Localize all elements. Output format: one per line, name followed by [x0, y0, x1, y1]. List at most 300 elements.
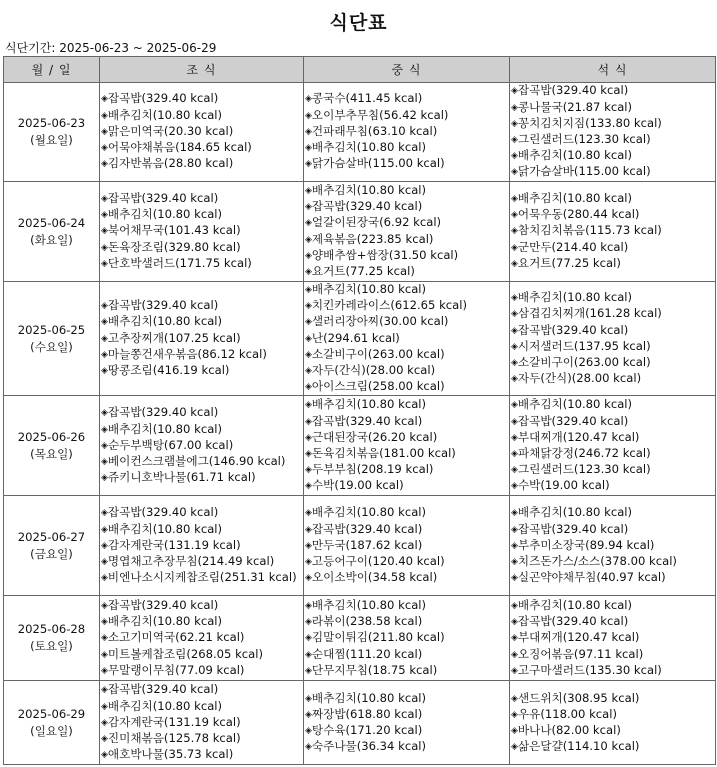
bullet-icon: ◈: [511, 481, 518, 492]
meal-item-text: 만두국(187.62 kcal): [311, 537, 423, 552]
meal-item-text: 닭가슴살바(115.00 kcal): [517, 164, 651, 179]
meal-item-text: 비엔나소시지케찹조림(251.31 kcal): [107, 570, 297, 585]
meal-item: [305, 156, 509, 172]
meal-item: [305, 331, 509, 347]
meal-item: [101, 314, 303, 330]
bullet-icon: ◈: [305, 742, 312, 753]
meal-item-text: 미트볼케찹조림(268.05 kcal): [107, 646, 264, 661]
bullet-icon: ◈: [511, 102, 518, 113]
meal-item-text: 수박(19.00 kcal): [311, 478, 404, 493]
day-date-cell: [4, 182, 100, 282]
meal-item-text: 어묵야채볶음(184.65 kcal): [107, 140, 252, 155]
meal-item: [511, 614, 715, 630]
bullet-icon: ◈: [101, 617, 108, 628]
bullet-icon: ◈: [101, 210, 108, 221]
day-date: 2025-06-28: [17, 622, 86, 637]
bullet-icon: ◈: [101, 665, 108, 676]
meal-item-text: 땅콩조림(416.19 kcal): [107, 363, 230, 378]
meal-item-text: 잡곡밥(329.40 kcal): [311, 521, 423, 536]
meal-item-text: 배추김치(10.80 kcal): [107, 107, 223, 122]
meal-item-text: 배추김치(10.80 kcal): [517, 397, 633, 412]
meal-item: [101, 538, 303, 554]
meal-item: [101, 331, 303, 347]
meal-item: [305, 282, 509, 298]
meal-item: [101, 156, 303, 172]
bullet-icon: ◈: [101, 226, 108, 237]
day-row: [4, 681, 716, 765]
meal-item-text: 북어채무국(101.43 kcal): [107, 223, 241, 238]
day-weekday: (월요일): [30, 133, 73, 147]
meal-item: [511, 739, 715, 755]
meal-item: [305, 478, 509, 494]
bullet-icon: ◈: [511, 293, 518, 304]
meal-item: [305, 663, 509, 679]
bullet-icon: ◈: [511, 210, 518, 221]
breakfast-cell: [100, 596, 304, 681]
bullet-icon: ◈: [511, 135, 518, 145]
bullet-icon: ◈: [305, 448, 312, 459]
meal-item: [305, 739, 509, 755]
meal-item: [511, 538, 715, 554]
bullet-icon: ◈: [511, 709, 518, 720]
meal-item: [511, 414, 715, 430]
bullet-icon: ◈: [511, 258, 518, 269]
meal-item: [511, 207, 715, 223]
meal-item: [101, 663, 303, 679]
meal-item-text: 그린샐러드(123.30 kcal): [517, 132, 651, 146]
bullet-icon: ◈: [101, 734, 108, 745]
meal-item: [101, 298, 303, 314]
bullet-icon: ◈: [101, 685, 108, 696]
dinner-cell: [510, 596, 716, 681]
meal-item-text: 배추김치(10.80 kcal): [107, 207, 223, 222]
bullet-icon: ◈: [101, 408, 108, 419]
page-title: 식단표: [329, 12, 388, 34]
meal-item-text: 오이소박이(34.58 kcal): [311, 570, 438, 585]
dinner-cell: [510, 282, 716, 396]
lunch-cell: [304, 681, 510, 765]
bullet-icon: ◈: [305, 709, 312, 720]
meal-item: [101, 108, 303, 124]
bullet-icon: ◈: [511, 742, 518, 753]
bullet-icon: ◈: [305, 185, 312, 196]
meal-item: [305, 397, 509, 413]
bullet-icon: ◈: [305, 143, 312, 154]
meal-item-text: 베이컨스크램블에그(146.90 kcal): [107, 454, 286, 469]
bullet-icon: ◈: [101, 94, 108, 105]
meal-item-text: 순두부백탕(67.00 kcal): [107, 437, 234, 452]
meal-item: [305, 140, 509, 156]
bullet-icon: ◈: [305, 600, 312, 611]
meal-item: [305, 215, 509, 231]
meal-item: [305, 598, 509, 614]
day-weekday: (수요일): [30, 339, 73, 354]
meal-item: [511, 570, 715, 586]
meal-item: [305, 248, 509, 264]
bullet-icon: ◈: [305, 557, 312, 568]
meal-item: [305, 723, 509, 739]
bullet-icon: ◈: [305, 218, 312, 229]
meal-item-text: 치즈돈가스/소스(378.00 kcal): [517, 554, 677, 569]
meal-item: [511, 663, 715, 679]
meal-item-text: 잡곡밥(329.40 kcal): [107, 505, 219, 520]
lunch-cell: [304, 496, 510, 596]
day-date: 2025-06-23: [17, 116, 86, 130]
meal-item: [305, 538, 509, 554]
day-row: [4, 182, 716, 282]
meal-item-text: 부대찌개(120.47 kcal): [517, 429, 640, 444]
dinner-cell: [510, 496, 716, 596]
meal-item: [305, 554, 509, 570]
meal-item-text: 돈육장조림(329.80 kcal): [107, 239, 241, 254]
meal-item-text: 진미채볶음(125.78 kcal): [107, 731, 241, 746]
meal-item: [101, 598, 303, 614]
meal-item-text: 소고기미역국(62.21 kcal): [107, 630, 245, 645]
meal-item-text: 잡곡밥(329.40 kcal): [311, 413, 423, 428]
meal-item-text: 닭가슴살바(115.00 kcal): [311, 156, 445, 171]
meal-item: [511, 554, 715, 570]
bullet-icon: ◈: [305, 540, 312, 551]
meal-item-text: 맑은미역국(20.30 kcal): [107, 123, 234, 138]
bullet-icon: ◈: [305, 266, 312, 277]
meal-item-text: 요거트(77.25 kcal): [311, 263, 415, 278]
meal-item: [511, 191, 715, 207]
meal-item-text: 잡곡밥(329.40 kcal): [517, 521, 629, 536]
header-lunch: 중 식: [304, 57, 510, 83]
bullet-icon: ◈: [511, 633, 518, 644]
meal-item: [305, 264, 509, 280]
bullet-icon: ◈: [511, 600, 518, 611]
meal-item-text: 배추김치(10.80 kcal): [517, 505, 633, 520]
bullet-icon: ◈: [511, 242, 518, 253]
day-date: 2025-06-27: [17, 529, 86, 544]
day-date-cell: [4, 83, 100, 182]
meal-item-text: 감자계란국(131.19 kcal): [107, 537, 241, 552]
meal-item-text: 치킨카레라이스(612.65 kcal): [311, 298, 468, 313]
meal-item: [101, 614, 303, 630]
bullet-icon: ◈: [305, 301, 312, 312]
bullet-icon: ◈: [305, 234, 312, 245]
meal-item: [511, 339, 715, 355]
day-date-cell: [4, 596, 100, 681]
meal-item: [511, 723, 715, 739]
meal-item-text: 배추김치(10.80 kcal): [107, 521, 223, 536]
day-date: 2025-06-25: [17, 322, 86, 337]
meal-item: [511, 223, 715, 239]
bullet-icon: ◈: [101, 143, 108, 154]
meal-item-text: 짜장밥(618.80 kcal): [311, 706, 423, 721]
meal-item: [511, 323, 715, 339]
meal-item-text: 잡곡밥(329.40 kcal): [517, 83, 629, 98]
bullet-icon: ◈: [305, 416, 312, 427]
meal-item-text: 근대된장국(26.20 kcal): [311, 429, 438, 444]
meal-item-text: 군만두(214.40 kcal): [517, 239, 629, 254]
meal-item-text: 콩국수(411.45 kcal): [311, 91, 423, 106]
meal-item-text: 우유(118.00 kcal): [517, 706, 618, 721]
bullet-icon: ◈: [101, 110, 108, 121]
bullet-icon: ◈: [101, 701, 108, 712]
bullet-icon: ◈: [305, 159, 312, 170]
bullet-icon: ◈: [101, 717, 108, 728]
bullet-icon: ◈: [511, 193, 518, 204]
meal-item: [305, 570, 509, 586]
bullet-icon: ◈: [305, 400, 312, 411]
meal-item: [305, 462, 509, 478]
meal-item-text: 감자계란국(131.19 kcal): [107, 714, 241, 729]
bullet-icon: ◈: [101, 333, 108, 344]
breakfast-cell: [100, 83, 304, 182]
bullet-icon: ◈: [511, 617, 518, 628]
day-row: [4, 496, 716, 596]
meal-item: [101, 124, 303, 140]
bullet-icon: ◈: [511, 573, 518, 584]
meal-item-text: 배추김치(10.80 kcal): [311, 282, 427, 296]
bullet-icon: ◈: [305, 382, 312, 393]
bullet-icon: ◈: [511, 540, 518, 551]
meal-item-text: 잡곡밥(329.40 kcal): [311, 199, 423, 214]
bullet-icon: ◈: [305, 725, 312, 736]
meal-item: [305, 314, 509, 330]
meal-item: [101, 438, 303, 454]
meal-item: [511, 430, 715, 446]
bullet-icon: ◈: [305, 633, 312, 644]
meal-item: [511, 707, 715, 723]
meal-item: [101, 747, 303, 763]
meal-item-text: 애호박나물(35.73 kcal): [107, 747, 234, 762]
meal-item-text: 잡곡밥(329.40 kcal): [107, 190, 219, 205]
bullet-icon: ◈: [305, 349, 312, 360]
bullet-icon: ◈: [511, 416, 518, 427]
breakfast-cell: [100, 182, 304, 282]
day-row: [4, 596, 716, 681]
meal-item: [305, 108, 509, 124]
bullet-icon: ◈: [101, 457, 108, 468]
meal-item: [511, 505, 715, 521]
meal-item: [101, 647, 303, 663]
bullet-icon: ◈: [101, 540, 108, 551]
meal-item: [511, 371, 715, 387]
day-row: [4, 396, 716, 496]
meal-item-text: 그린샐러드(123.30 kcal): [517, 462, 651, 477]
day-weekday: (일요일): [30, 723, 73, 738]
bullet-icon: ◈: [305, 250, 312, 261]
bullet-icon: ◈: [305, 465, 312, 476]
meal-item: [511, 164, 715, 180]
meal-item-text: 배추김치(10.80 kcal): [107, 614, 223, 629]
meal-item: [511, 598, 715, 614]
meal-item: [101, 207, 303, 223]
bullet-icon: ◈: [511, 508, 518, 519]
day-date-cell: [4, 282, 100, 396]
meal-item-text: 아이스크림(258.00 kcal): [311, 379, 445, 394]
lunch-cell: [304, 182, 510, 282]
meal-item: [305, 379, 509, 395]
meal-item: [511, 397, 715, 413]
meal-item: [305, 614, 509, 630]
bullet-icon: ◈: [511, 357, 518, 368]
meal-item-text: 고추장찌개(107.25 kcal): [107, 330, 241, 345]
bullet-icon: ◈: [101, 649, 108, 660]
meal-item: [305, 707, 509, 723]
meal-item-text: 삼겹김치찌개(161.28 kcal): [517, 306, 662, 321]
meal-item-text: 배추김치(10.80 kcal): [311, 182, 427, 197]
meal-item-text: 배추김치(10.80 kcal): [517, 190, 633, 205]
meal-item-text: 배추김치(10.80 kcal): [517, 148, 633, 163]
meal-item-text: 삶은달걀(114.10 kcal): [517, 739, 640, 754]
meal-item: [511, 691, 715, 707]
bullet-icon: ◈: [511, 151, 518, 162]
bullet-icon: ◈: [101, 508, 108, 519]
meal-item-text: 단호박샐러드(171.75 kcal): [107, 255, 252, 270]
dinner-cell: [510, 83, 716, 182]
meal-item: [305, 124, 509, 140]
meal-item-text: 단무지무침(18.75 kcal): [311, 662, 438, 677]
meal-item: [511, 647, 715, 663]
bullet-icon: ◈: [101, 633, 108, 644]
meal-item: [101, 191, 303, 207]
meal-item: [101, 715, 303, 731]
bullet-icon: ◈: [101, 126, 108, 137]
meal-item-text: 실곤약야채무침(40.97 kcal): [517, 570, 666, 585]
meal-item-text: 돈육김치볶음(181.00 kcal): [311, 445, 456, 460]
day-weekday: (화요일): [30, 232, 73, 247]
meal-item-text: 명엽채고추장무침(214.49 kcal): [107, 554, 275, 569]
meal-item: [511, 446, 715, 462]
meal-item-text: 잡곡밥(329.40 kcal): [107, 91, 219, 106]
meal-item-text: 샐러리장아찌(30.00 kcal): [311, 314, 449, 329]
meal-item-text: 샌드위치(308.95 kcal): [517, 690, 640, 705]
meal-item-text: 제육볶음(223.85 kcal): [311, 231, 434, 246]
meal-item-text: 고구마샐러드(135.30 kcal): [517, 662, 662, 677]
meal-item: [511, 132, 715, 148]
meal-item-text: 고등어구이(120.40 kcal): [311, 554, 445, 569]
bullet-icon: ◈: [305, 617, 312, 628]
breakfast-cell: [100, 282, 304, 396]
bullet-icon: ◈: [101, 301, 108, 312]
meal-item-text: 양배추쌈+쌈장(31.50 kcal): [311, 247, 459, 262]
bullet-icon: ◈: [511, 448, 518, 459]
day-date-cell: [4, 496, 100, 596]
bullet-icon: ◈: [305, 202, 312, 213]
bullet-icon: ◈: [511, 693, 518, 704]
meal-item: [511, 355, 715, 371]
meal-item-text: 시저샐러드(137.95 kcal): [517, 338, 651, 353]
bullet-icon: ◈: [511, 524, 518, 535]
meal-item-text: 마늘쫑건새우볶음(86.12 kcal): [107, 346, 267, 361]
meal-item: [101, 140, 303, 156]
meal-item: [101, 554, 303, 570]
meal-item: [511, 100, 715, 116]
meal-item-text: 배추김치(10.80 kcal): [107, 698, 223, 713]
bullet-icon: ◈: [101, 349, 108, 360]
meal-item-text: 배추김치(10.80 kcal): [517, 597, 633, 612]
meal-item: [305, 183, 509, 199]
meal-item: [511, 148, 715, 164]
meal-item: [101, 454, 303, 470]
meal-item-text: 오이부추무침(56.42 kcal): [311, 107, 449, 122]
lunch-cell: [304, 396, 510, 496]
meal-item: [101, 731, 303, 747]
meal-item: [101, 240, 303, 256]
meal-item-text: 순대찜(111.20 kcal): [311, 646, 423, 661]
bullet-icon: ◈: [305, 317, 312, 328]
menu-period: 식단기간: 2025-06-23 ~ 2025-06-29: [5, 41, 217, 55]
meal-item-text: 배추김치(10.80 kcal): [311, 505, 427, 520]
bullet-icon: ◈: [305, 94, 312, 105]
day-date: 2025-06-26: [17, 429, 86, 444]
meal-item: [511, 462, 715, 478]
bullet-icon: ◈: [101, 557, 108, 568]
meal-item: [305, 347, 509, 363]
meal-item-text: 무말랭이무침(77.09 kcal): [107, 662, 245, 677]
meal-item: [511, 240, 715, 256]
lunch-cell: [304, 282, 510, 396]
meal-item: [101, 522, 303, 538]
meal-item: [305, 414, 509, 430]
meal-item: [101, 630, 303, 646]
meal-item: [305, 363, 509, 379]
meal-item-text: 잡곡밥(329.40 kcal): [107, 682, 219, 697]
bullet-icon: ◈: [305, 432, 312, 443]
meal-item: [101, 256, 303, 272]
meal-item-text: 부대찌개(120.47 kcal): [517, 630, 640, 645]
meal-item: [305, 522, 509, 538]
bullet-icon: ◈: [305, 573, 312, 584]
bullet-icon: ◈: [101, 193, 108, 204]
meal-item-text: 배추김치(10.80 kcal): [107, 421, 223, 436]
meal-item-text: 배추김치(10.80 kcal): [311, 397, 427, 412]
meal-item-text: 수박(19.00 kcal): [517, 478, 610, 493]
meal-table-body: [4, 83, 716, 765]
meal-item: [511, 306, 715, 322]
bullet-icon: ◈: [101, 258, 108, 269]
bullet-icon: ◈: [305, 110, 312, 121]
bullet-icon: ◈: [511, 432, 518, 443]
meal-item-text: 소갈비구이(263.00 kcal): [311, 346, 445, 361]
bullet-icon: ◈: [511, 557, 518, 568]
bullet-icon: ◈: [101, 600, 108, 611]
meal-item: [305, 505, 509, 521]
meal-item-text: 잡곡밥(329.40 kcal): [517, 413, 629, 428]
dinner-cell: [510, 396, 716, 496]
meal-item: [305, 91, 509, 107]
bullet-icon: ◈: [305, 481, 312, 492]
bullet-icon: ◈: [305, 649, 312, 660]
day-date-cell: [4, 681, 100, 765]
meal-item-text: 배추김치(10.80 kcal): [311, 597, 427, 612]
meal-item-text: 김말이튀김(211.80 kcal): [311, 630, 445, 645]
breakfast-cell: [100, 681, 304, 765]
meal-item: [305, 298, 509, 314]
bullet-icon: ◈: [305, 333, 312, 344]
bullet-icon: ◈: [101, 366, 108, 377]
bullet-icon: ◈: [511, 374, 518, 385]
meal-item-text: 숙주나물(36.34 kcal): [311, 739, 427, 754]
day-weekday: (토요일): [30, 639, 73, 654]
day-row: [4, 83, 716, 182]
meal-item: [305, 232, 509, 248]
meal-item: [101, 422, 303, 438]
meal-item: [305, 647, 509, 663]
day-weekday: (금요일): [30, 546, 73, 561]
meal-item-text: 오징어볶음(97.11 kcal): [517, 646, 644, 661]
meal-item: [101, 682, 303, 698]
meal-item: [101, 91, 303, 107]
lunch-cell: [304, 83, 510, 182]
meal-item-text: 자두(간식)(28.00 kcal): [517, 371, 642, 386]
bullet-icon: ◈: [305, 126, 312, 137]
meal-item-text: 참치김치볶음(115.73 kcal): [517, 223, 662, 238]
